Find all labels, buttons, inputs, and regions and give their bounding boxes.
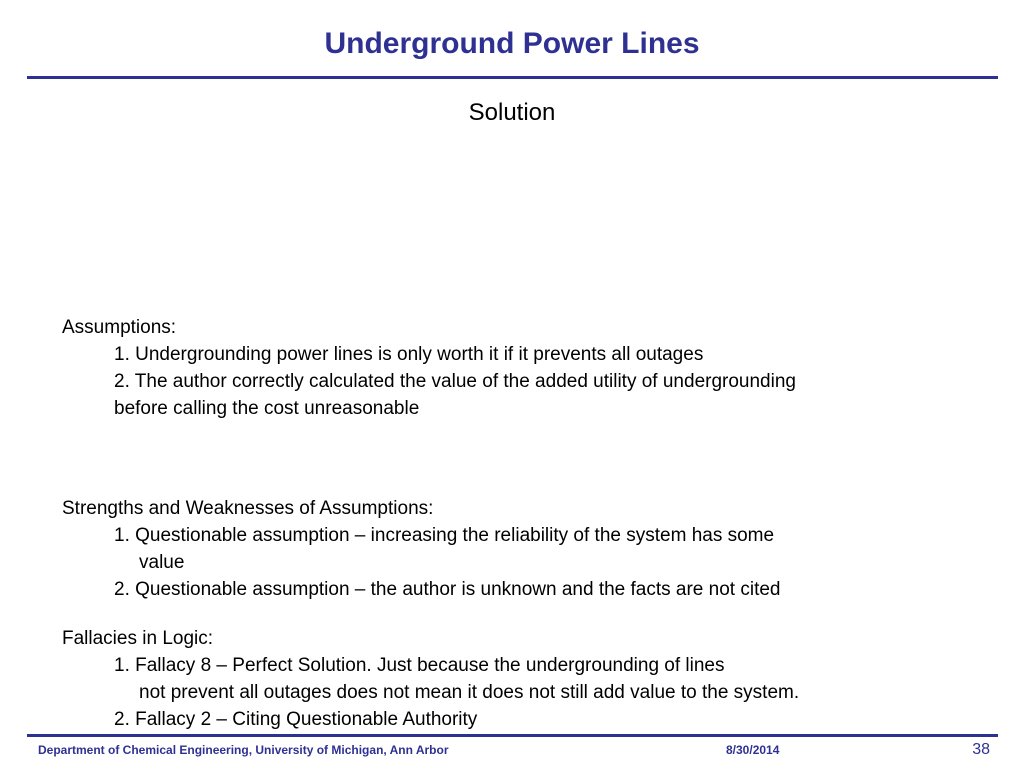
fallacy-item-1-line-2: not prevent all outages does not mean it does not still add value to the system. (139, 682, 800, 703)
assumption-item-2-line-2: before calling the cost unreasonable (114, 398, 420, 419)
slide-subtitle: Solution (468, 99, 556, 126)
title-divider (27, 76, 998, 79)
assumption-item-2-line-1: 2. The author correctly calculated the value of the added utility of undergrounding (114, 371, 796, 392)
strength-item-1-line-2: value (139, 552, 185, 573)
fallacies-heading: Fallacies in Logic: (62, 628, 214, 649)
strength-item-1-line-1: 1. Questionable assumption – increasing the reliability of the system has some (114, 525, 775, 546)
footer-date: 8/30/2014 (726, 743, 780, 757)
strength-item-2: 2. Questionable assumption – the author is unknown and the facts are not cited (114, 579, 781, 600)
strengths-heading: Strengths and Weaknesses of Assumptions: (62, 498, 434, 519)
fallacy-item-2: 2. Fallacy 2 – Citing Questionable Authority (114, 709, 478, 730)
assumptions-heading: Assumptions: (62, 317, 177, 338)
footer-divider (27, 734, 998, 737)
footer-department: Department of Chemical Engineering, University of Michigan, Ann Arbor (38, 743, 449, 757)
assumption-item-1: 1. Undergrounding power lines is only worth it if it prevents all outages (114, 344, 704, 365)
slide-title: Underground Power Lines (324, 27, 700, 60)
page-number: 38 (972, 741, 990, 758)
fallacy-item-1-line-1: 1. Fallacy 8 – Perfect Solution. Just because the undergrounding of lines (114, 655, 725, 676)
